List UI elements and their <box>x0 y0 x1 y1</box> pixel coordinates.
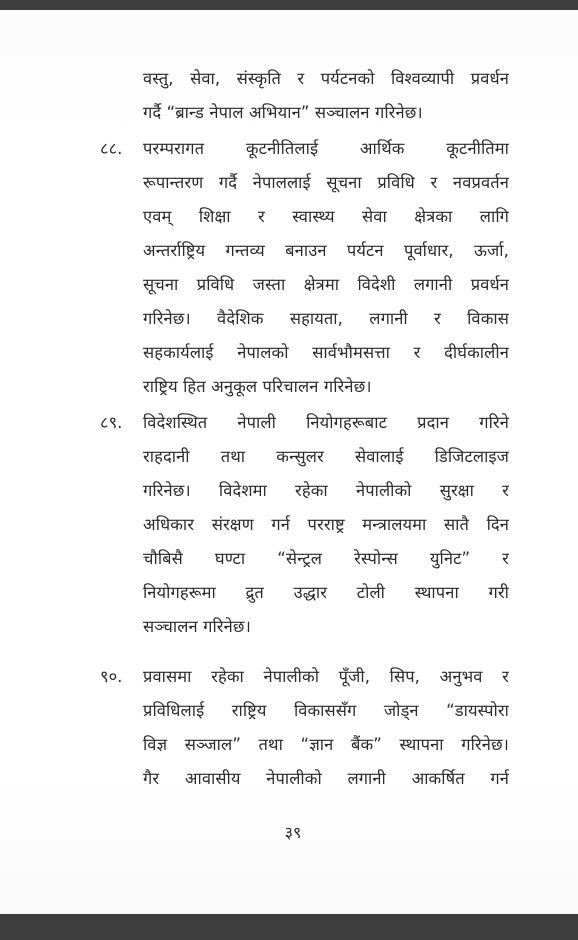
text-line: गैर आवासीय नेपालीको लगानी आकर्षित गर्न <box>143 769 509 788</box>
text-line: प्रवासमा रहेका नेपालीको पूँजी, सिप, अनुभव र <box>143 667 509 686</box>
text-line: एवम् शिक्षा र स्वास्थ्य सेवा क्षेत्रका लागि <box>143 207 509 226</box>
text-line: सहकार्यलाई नेपालको सार्वभौमसत्ता र दीर्घकालीन <box>143 343 509 362</box>
text-line: विज्ञ सञ्जाल” तथा “ज्ञान बैंक” स्थापना गरिनेछ। <box>143 735 509 754</box>
text-line: राहदानी तथा कन्सुलर सेवालाई डिजिटलाइज <box>143 447 509 466</box>
text-line: गरिनेछ। विदेशमा रहेका नेपालीको सुरक्षा र <box>143 481 509 500</box>
text-line: वस्तु, सेवा, संस्कृति र पर्यटनको विश्वव्यापी प्रवर्धन <box>143 69 509 88</box>
page-number: ३९ <box>284 823 302 842</box>
text-line: परम्परागत कूटनीतिलाई आर्थिक कूटनीतिमा <box>143 139 509 158</box>
paragraph-number: ८८. <box>100 139 123 158</box>
text-line: राष्ट्रिय हित अनुकूल परिचालन गरिनेछ। <box>143 377 372 396</box>
text-line: अधिकार संरक्षण गर्न परराष्ट्र मन्त्रालयमा सातै दिन <box>143 515 509 534</box>
text-line: सञ्चालन गरिनेछ। <box>143 617 251 636</box>
text-line: सूचना प्रविधि जस्ता क्षेत्रमा विदेशी लगानी प्रवर्धन <box>143 275 509 294</box>
text-line: अन्तर्राष्ट्रिय गन्तव्य बनाउन पर्यटन पूर्वाधार, ऊर्जा, <box>143 241 509 260</box>
text-line: गर्दै “ब्रान्ड नेपाल अभियान” सञ्चालन गरिनेछ। <box>143 103 423 122</box>
bottom-edge-bar <box>0 914 578 940</box>
text-line: चौबिसै घण्टा “सेन्ट्रल रेस्पोन्स युनिट” र <box>143 549 509 568</box>
text-line: रूपान्तरण गर्दै नेपाललाई सूचना प्रविधि र नवप्रवर्तन <box>143 173 509 192</box>
top-edge-bar <box>0 0 578 10</box>
text-line: गरिनेछ। वैदेशिक सहायता, लगानी र विकास <box>143 309 509 328</box>
paragraph-number: ८९. <box>100 413 123 432</box>
paragraph-number: ९०. <box>100 667 123 686</box>
text-line: विदेशस्थित नेपाली नियोगहरूबाट प्रदान गरिने <box>143 413 509 432</box>
text-line: प्रविधिलाई राष्ट्रिय विकाससँग जोड्न “डायस्पोरा <box>143 701 509 720</box>
text-line: नियोगहरूमा द्रुत उद्धार टोली स्थापना गरी <box>143 583 509 602</box>
